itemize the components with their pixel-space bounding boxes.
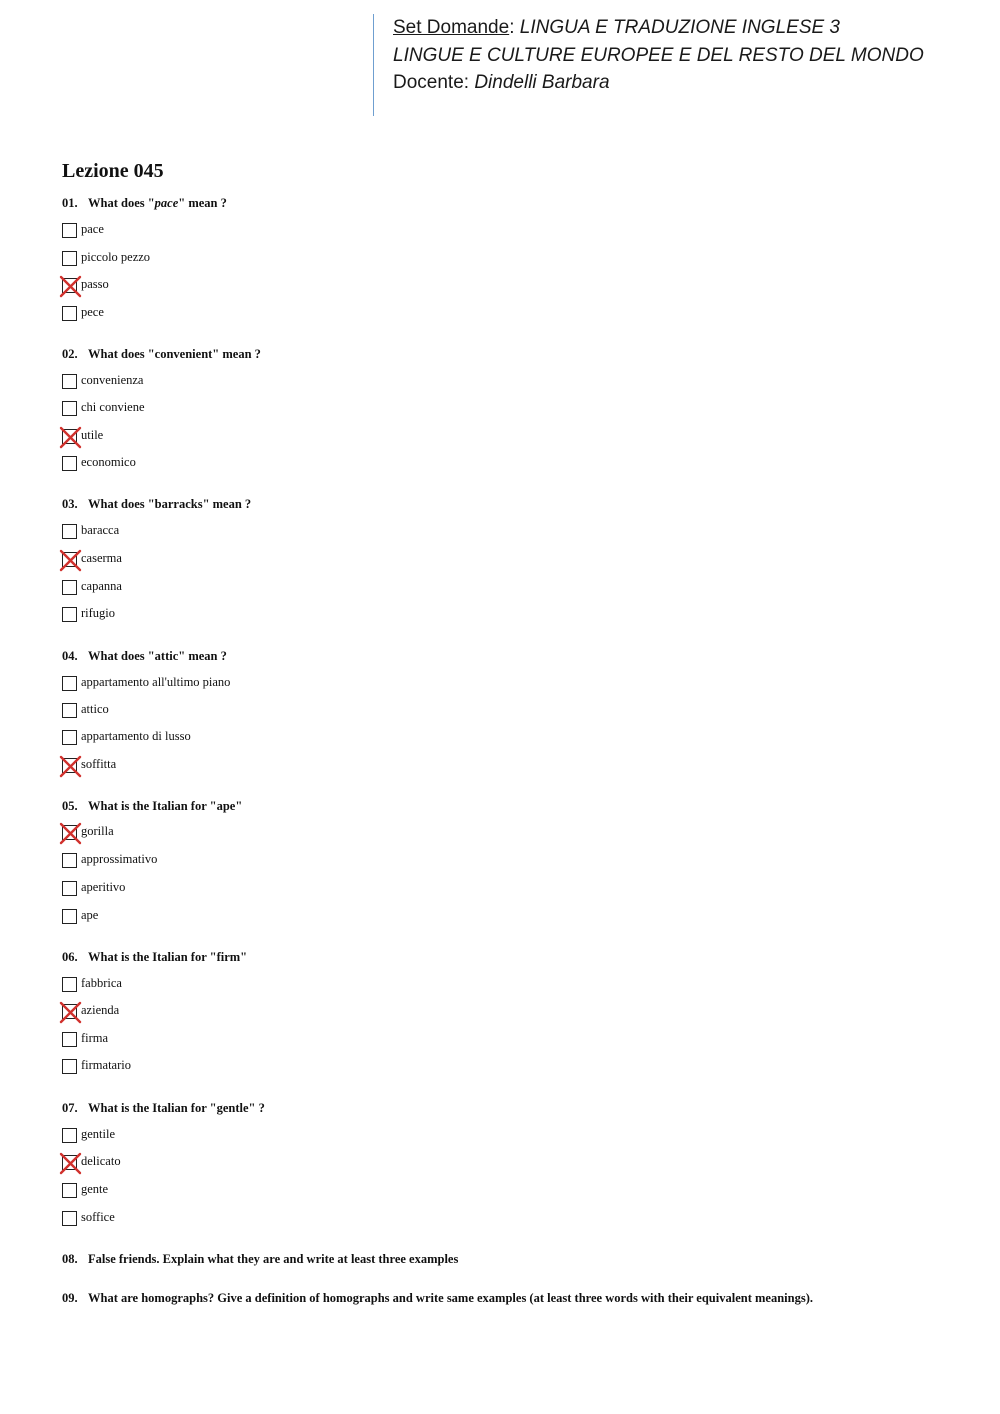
question-number: 05. — [62, 799, 78, 813]
checkbox[interactable] — [62, 1004, 77, 1019]
question-text: What is the Italian for "firm" — [88, 950, 248, 964]
option-label: pece — [81, 305, 104, 319]
question-number: 01. — [62, 196, 78, 210]
set-label: Set Domande — [393, 17, 510, 38]
option-label: firmatario — [81, 1058, 131, 1072]
checkbox[interactable] — [62, 909, 77, 924]
check-x-mark-icon — [60, 1002, 81, 1023]
checkbox[interactable] — [62, 881, 77, 896]
check-x-mark-icon — [60, 276, 81, 297]
checkbox[interactable] — [62, 758, 77, 773]
lesson-title: Lezione 045 — [62, 160, 164, 182]
question-number: 08. — [62, 1252, 78, 1266]
option-label: economico — [81, 455, 136, 469]
option-label: gente — [81, 1182, 109, 1196]
option-label: fabbrica — [81, 976, 122, 990]
question-text: What is the Italian for "ape" — [88, 799, 243, 813]
question-text-before: What does " — [88, 196, 155, 210]
question-number: 03. — [62, 497, 78, 511]
checkbox[interactable] — [62, 580, 77, 595]
question-number: 06. — [62, 950, 78, 964]
checkbox[interactable] — [62, 1059, 77, 1074]
teacher-label: Docente: — [393, 72, 475, 93]
question-number: 04. — [62, 649, 78, 663]
checkbox[interactable] — [62, 1128, 77, 1143]
checkbox[interactable] — [62, 306, 77, 321]
checkbox[interactable] — [62, 278, 77, 293]
header-set-line — [393, 14, 973, 42]
question-text: What does "barracks" mean ? — [88, 497, 252, 511]
option-label: delicato — [81, 1154, 121, 1168]
option-label: firma — [81, 1031, 109, 1045]
checkbox[interactable] — [62, 429, 77, 444]
checkbox[interactable] — [62, 1211, 77, 1226]
checkbox[interactable] — [62, 676, 77, 691]
option-label: aperitivo — [81, 880, 126, 894]
option-label: gorilla — [81, 824, 114, 838]
option-label: approssimativo — [81, 852, 158, 866]
question-09 — [62, 1291, 813, 1306]
checkbox[interactable] — [62, 251, 77, 266]
option-label: gentile — [81, 1127, 116, 1141]
option-label: utile — [81, 428, 104, 442]
option-label: soffice — [81, 1210, 115, 1224]
option-label: capanna — [81, 579, 122, 593]
checkbox[interactable] — [62, 401, 77, 416]
question-number: 02. — [62, 347, 78, 361]
question-08 — [62, 1252, 458, 1267]
checkbox[interactable] — [62, 730, 77, 745]
question-text: What is the Italian for "gentle" ? — [88, 1101, 265, 1115]
checkbox[interactable] — [62, 223, 77, 238]
course-title: LINGUA E TRADUZIONE INGLESE 3 — [519, 17, 841, 38]
question-06 — [62, 950, 247, 965]
set-separator: : — [509, 17, 520, 38]
question-04 — [62, 649, 227, 664]
question-text-italic: pace — [154, 196, 179, 210]
option-label: chi conviene — [81, 400, 145, 414]
check-x-mark-icon — [60, 756, 81, 777]
header-teacher-line — [393, 69, 973, 97]
checkbox[interactable] — [62, 853, 77, 868]
checkbox[interactable] — [62, 825, 77, 840]
question-07 — [62, 1101, 265, 1116]
option-label: piccolo pezzo — [81, 250, 151, 264]
question-text-after: " mean ? — [178, 196, 227, 210]
option-label: azienda — [81, 1003, 120, 1017]
option-label: soffitta — [81, 757, 117, 771]
option-label: pace — [81, 222, 104, 236]
question-text: What are homographs? Give a definition of homographs and write same examples (at least three words with their equivalent meanings). — [88, 1291, 813, 1305]
option-label: rifugio — [81, 606, 116, 620]
checkbox[interactable] — [62, 607, 77, 622]
option-label: convenienza — [81, 373, 144, 387]
check-x-mark-icon — [60, 427, 81, 448]
option-label: baracca — [81, 523, 120, 537]
checkbox[interactable] — [62, 977, 77, 992]
question-text: What does "attic" mean ? — [88, 649, 227, 663]
check-x-mark-icon — [60, 1153, 81, 1174]
question-number: 07. — [62, 1101, 78, 1115]
checkbox[interactable] — [62, 1032, 77, 1047]
question-text: What does "convenient" mean ? — [88, 347, 261, 361]
question-02 — [62, 347, 261, 362]
document-header — [373, 14, 973, 116]
option-label: appartamento di lusso — [81, 729, 191, 743]
program-title: LINGUE E CULTURE EUROPEE E DEL RESTO DEL MONDO — [393, 44, 924, 66]
question-03 — [62, 497, 251, 512]
option-label: appartamento all'ultimo piano — [81, 675, 231, 689]
checkbox[interactable] — [62, 374, 77, 389]
checkbox[interactable] — [62, 456, 77, 471]
checkbox[interactable] — [62, 1183, 77, 1198]
question-text: False friends. Explain what they are and write at least three examples — [88, 1252, 459, 1266]
question-05 — [62, 799, 242, 814]
question-number: 09. — [62, 1291, 78, 1305]
checkbox[interactable] — [62, 703, 77, 718]
checkbox[interactable] — [62, 1155, 77, 1170]
option-label: ape — [81, 908, 99, 922]
question-01 — [62, 196, 227, 211]
check-x-mark-icon — [60, 823, 81, 844]
teacher-name: Dindelli Barbara — [474, 72, 610, 93]
option-label: caserma — [81, 551, 122, 565]
option-label: attico — [81, 702, 109, 716]
checkbox[interactable] — [62, 552, 77, 567]
check-x-mark-icon — [60, 550, 81, 571]
checkbox[interactable] — [62, 524, 77, 539]
option-label: passo — [81, 277, 109, 291]
